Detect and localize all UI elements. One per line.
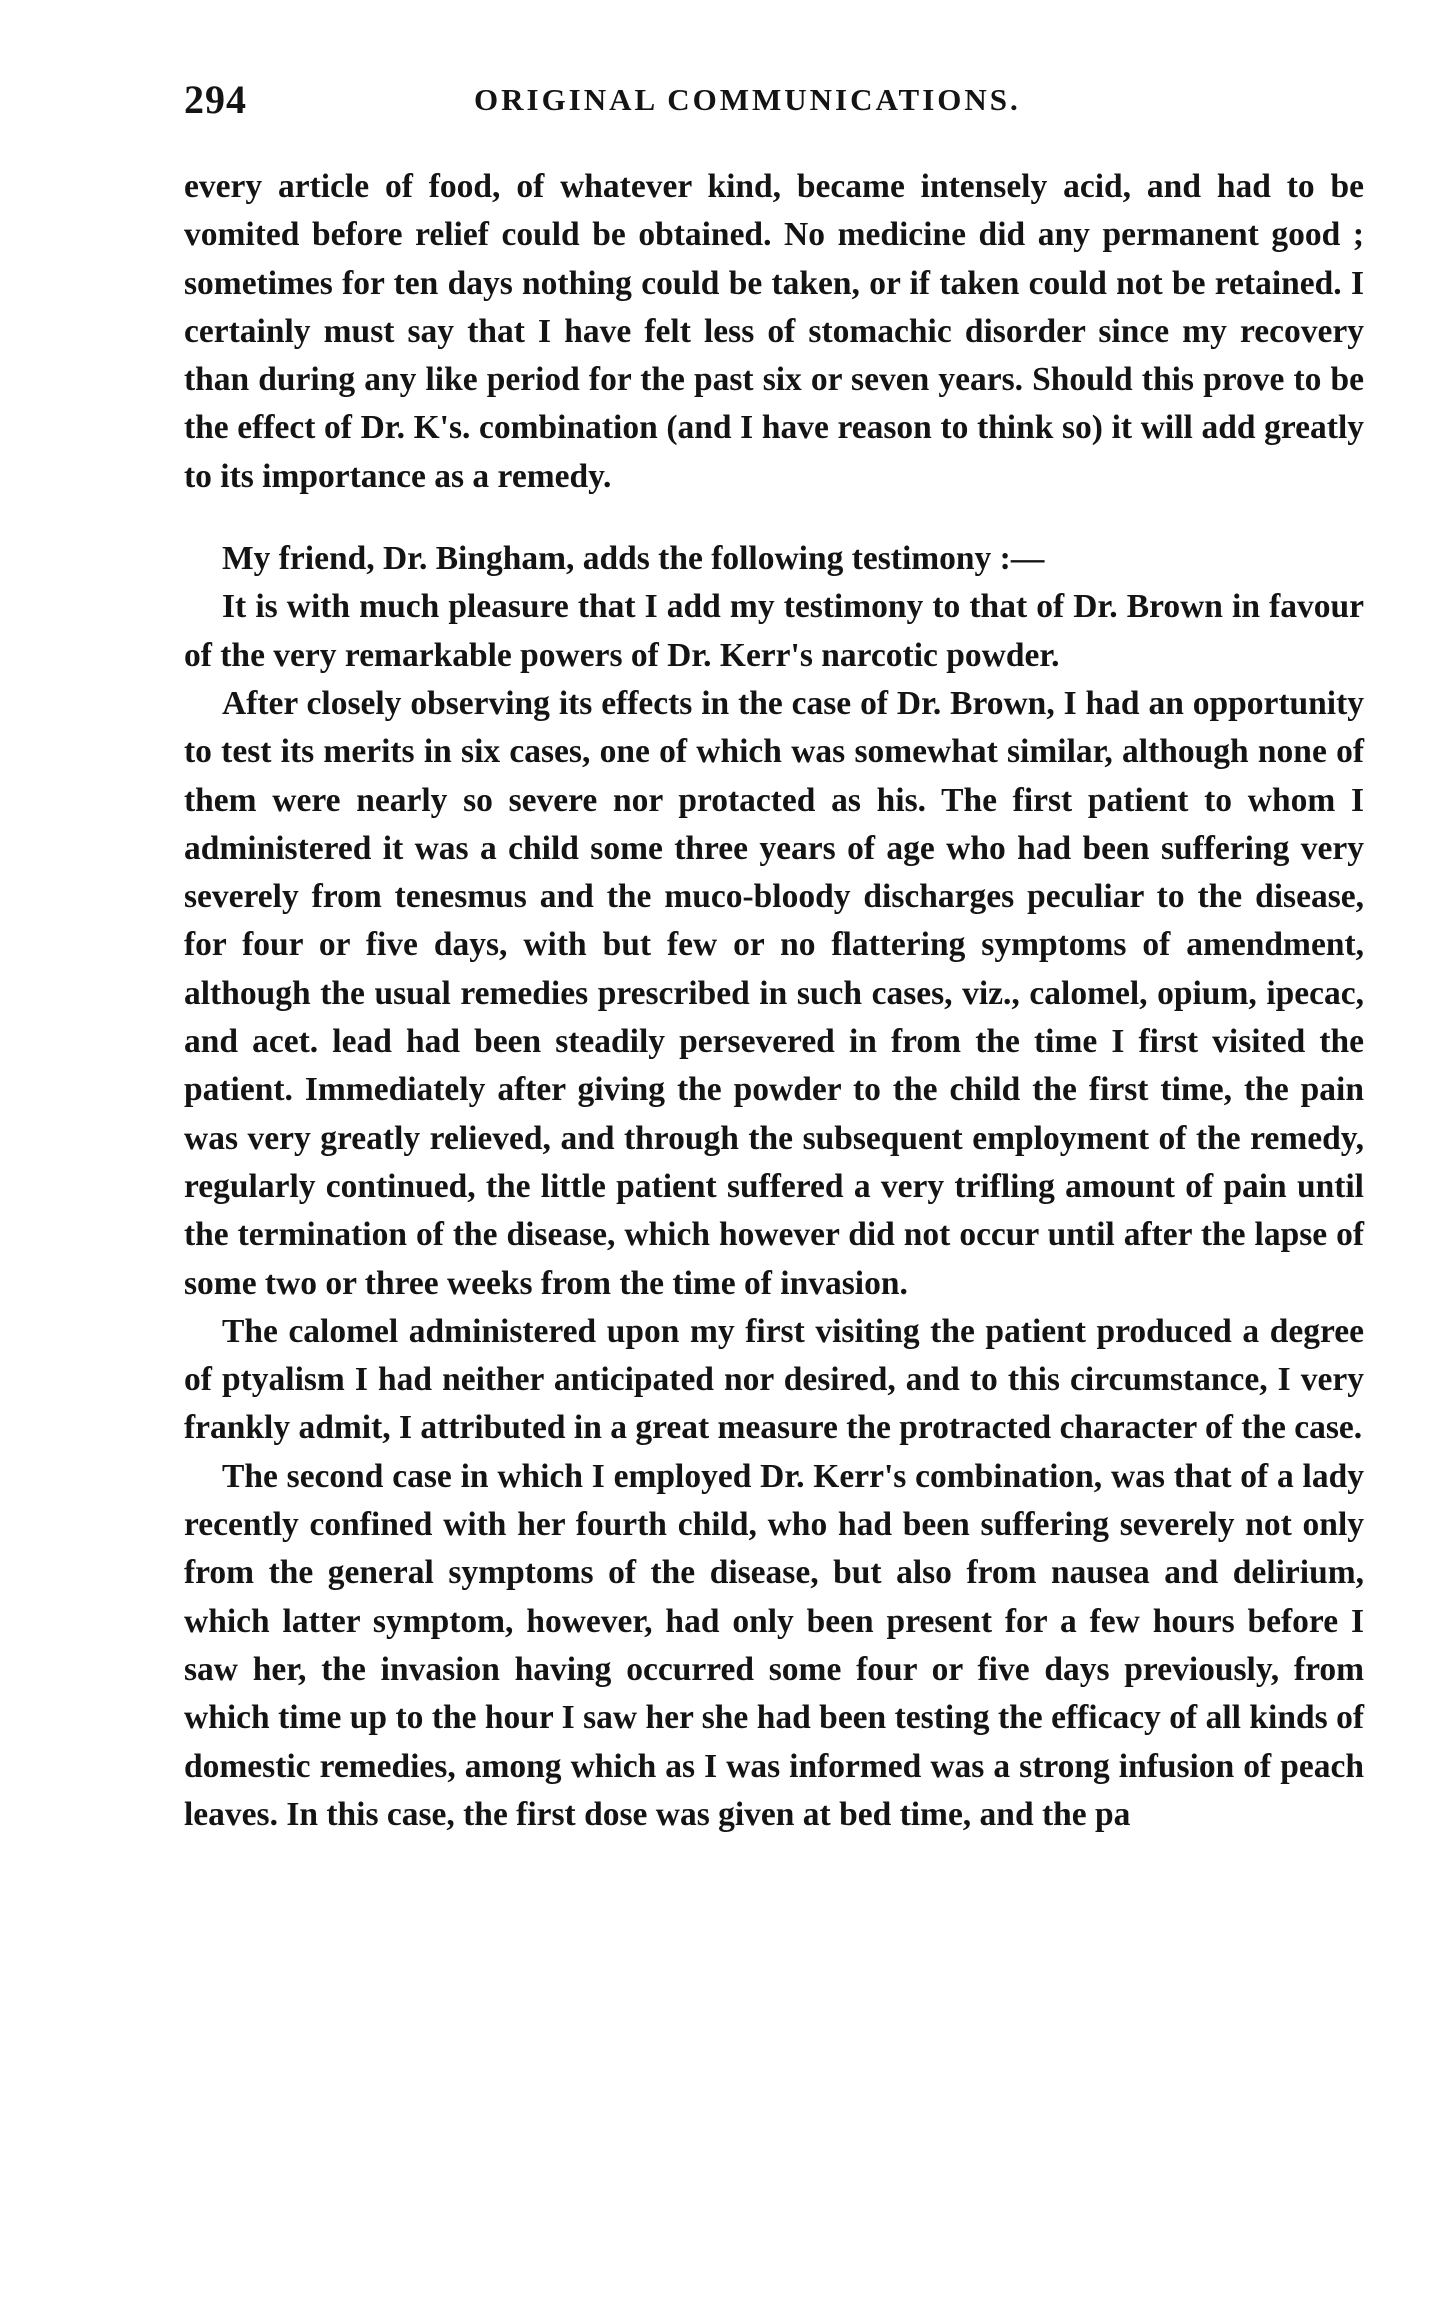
paragraph-testimony-opening: It is with much pleasure that I add my testimony to that of Dr. Brown in favour of the very remarkable powers of Dr. Kerr's narcotic powder. — [184, 588, 1364, 674]
paragraph-testimony-intro: My friend, Dr. Bingham, adds the following testimony :— — [222, 540, 1045, 578]
body-text — [184, 163, 1364, 1839]
page-number: 294 — [184, 77, 247, 122]
paragraph-second-case: The second case in which I employed Dr. Kerr's combination, was that of a lady recently confined with her fourth child, who had been suffering severely not only from the general symptoms of the disease, but also from nausea and delirium, which latter symptom, however, had only been present for a few hours before I saw her, the invasion having occurred some four or five days previously, from which time up to the hour I saw her she had been testing the efficacy of all kinds of domestic remedies, among which as I was informed was a strong infusion of peach leaves. In this case, the first dose was given at bed time, and the pa — [184, 1457, 1364, 1833]
paragraph-first-case: After closely observing its effects in the case of Dr. Brown, I had an opportunity to test its merits in six cases, one of which was somewhat similar, although none of them were nearly so severe nor protacted as his. The first patient to whom I administered it was a child some three years of age who had been suffering very severely from tenesmus and the muco-bloody discharges peculiar to the disease, for four or five days, with but few or no flattering symptoms of amendment, although the usual remedies prescribed in such cases, viz., calomel, opium, ipecac, and acet. lead had been steadily persevered in from the time I first visited the patient. Immediately after giving the powder to the child the first time, the pain was very greatly relieved, and through the subsequent employment of the remedy, regularly continued, the little patient suffered a very trifling amount of pain until the termination of the disease, which however did not occur until after the lapse of some two or three weeks from the time of invasion. — [184, 684, 1364, 1302]
paragraph-calomel: The calomel administered upon my first visiting the patient produced a degree of ptyalism I had neither anticipated nor desired, and to this circumstance, I very frankly admit, I attributed in a great measure the protracted character of the case. — [184, 1312, 1364, 1447]
paragraph-continuation: every article of food, of whatever kind, became intensely acid, and had to be vomited before relief could be obtained. No medicine did any permanent good ; sometimes for ten days nothing could be taken, or if taken could not be retained. I certainly must say that I have felt less of stomachic disorder since my recovery than during any like period for the past six or seven years. Should this prove to be the effect of Dr. K's. combination (and I have reason to think so) it will add greatly to its importance as a remedy. — [184, 168, 1364, 495]
page-header — [184, 76, 1364, 126]
running-head: ORIGINAL COMMUNICATIONS. — [474, 82, 1021, 117]
